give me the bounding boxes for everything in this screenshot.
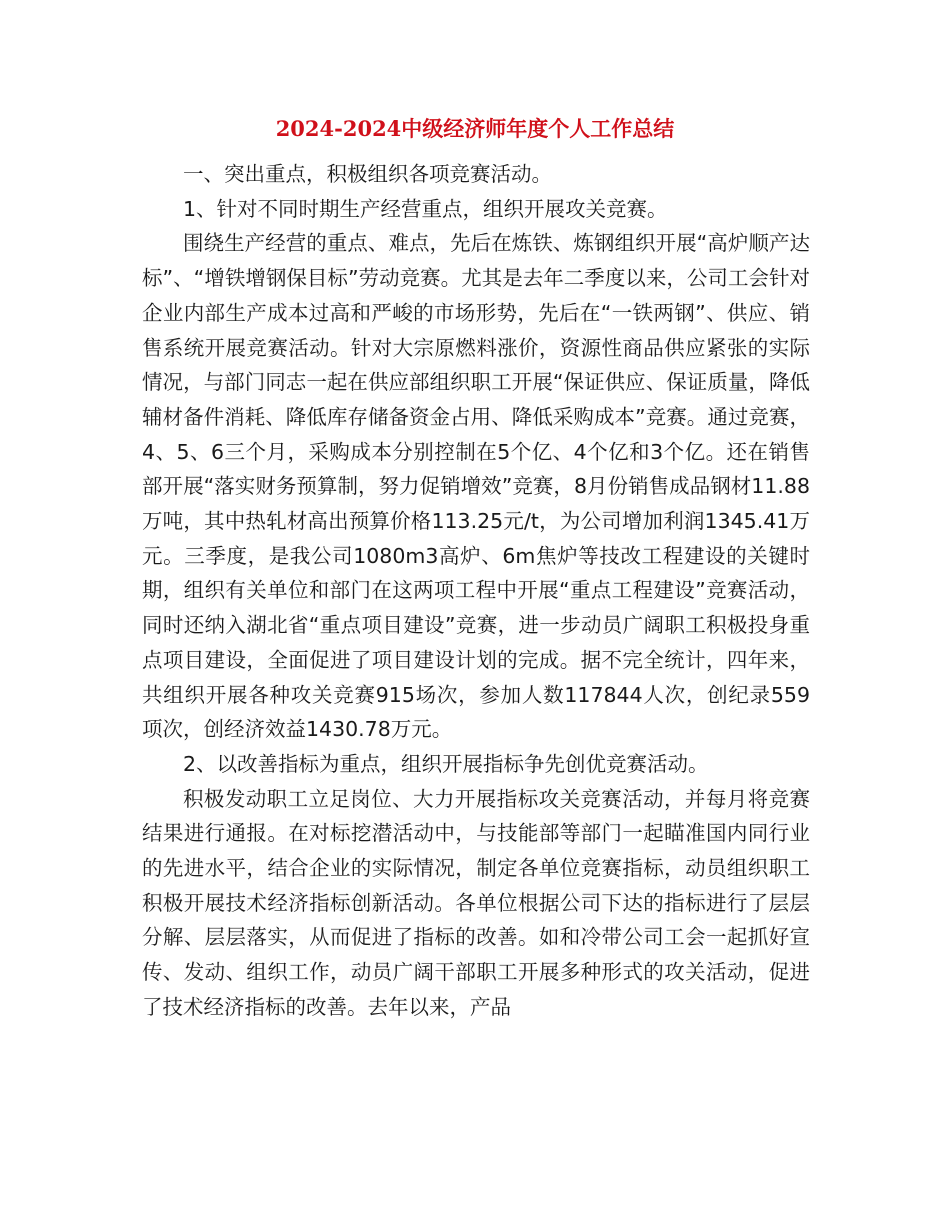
- paragraph-body-1: 围绕生产经营的重点、难点，先后在炼铁、炼钢组织开展“高炉顺产达标”、“增铁增钢保目标”劳动竞赛。尤其是去年二季度以来，公司工会针对企业内部生产成本过高和严峻的市场形势，先后在“一铁两钢”、供应、销售系统开展竞赛活动。针对大宗原燃料涨价，资源性商品供应紧张的实际情况，与部门同志一起在供应部组织职工开展“保证供应、保证质量，降低辅材备件消耗、降低库存储备资金占用、降低采购成本”竞赛。通过竞赛，4、5、6三个月，采购成本分别控制在5个亿、4个亿和3个亿。还在销售部开展“落实财务预算制，努力促销增效”竞赛，8月份销售成品钢材11.88万吨，其中热轧材高出预算价格113.25元/t，为公司增加利润1345.41万元。三季度，是我公司1080m3高炉、6m焦炉等技改工程建设的关键时期，组织有关单位和部门在这两项工程中开展“重点工程建设”竞赛活动，同时还纳入湖北省“重点项目建设”竞赛，进一步动员广阔职工积极投身重点项目建设，全面促进了项目建设计划的完成。据不完全统计，四年来，共组织开展各种攻关竞赛915场次，参加人数117844人次，创纪录559项次，创经济效益1430.78万元。: [142, 231, 810, 742]
- subsection-heading-1: 1、针对不同时期生产经营重点，组织开展攻关竞赛。: [183, 196, 668, 221]
- document-title: 2024-2024中级经济师年度个人工作总结: [275, 116, 675, 141]
- paragraph-body-2: 积极发动职工立足岗位、大力开展指标攻关竞赛活动，并每月将竞赛结果进行通报。在对标挖潜活动中，与技能部等部门一起瞄准国内同行业的先进水平，结合企业的实际情况，制定各单位竞赛指标，动员组织职工积极开展技术经济指标创新活动。各单位根据公司下达的指标进行了层层分解、层层落实，从而促进了指标的改善。如和冷带公司工会一起抓好宣传、发动、组织工作，动员广阔干部职工开展多种形式的攻关活动，促进了技术经济指标的改善。去年以来，产品: [142, 786, 810, 1019]
- document-body: [142, 157, 810, 1025]
- subsection-heading-2: 2、以改善指标为重点，组织开展指标争先创优竞赛活动。: [183, 751, 709, 776]
- section-heading-1: 一、突出重点，积极组织各项竞赛活动。: [183, 162, 552, 186]
